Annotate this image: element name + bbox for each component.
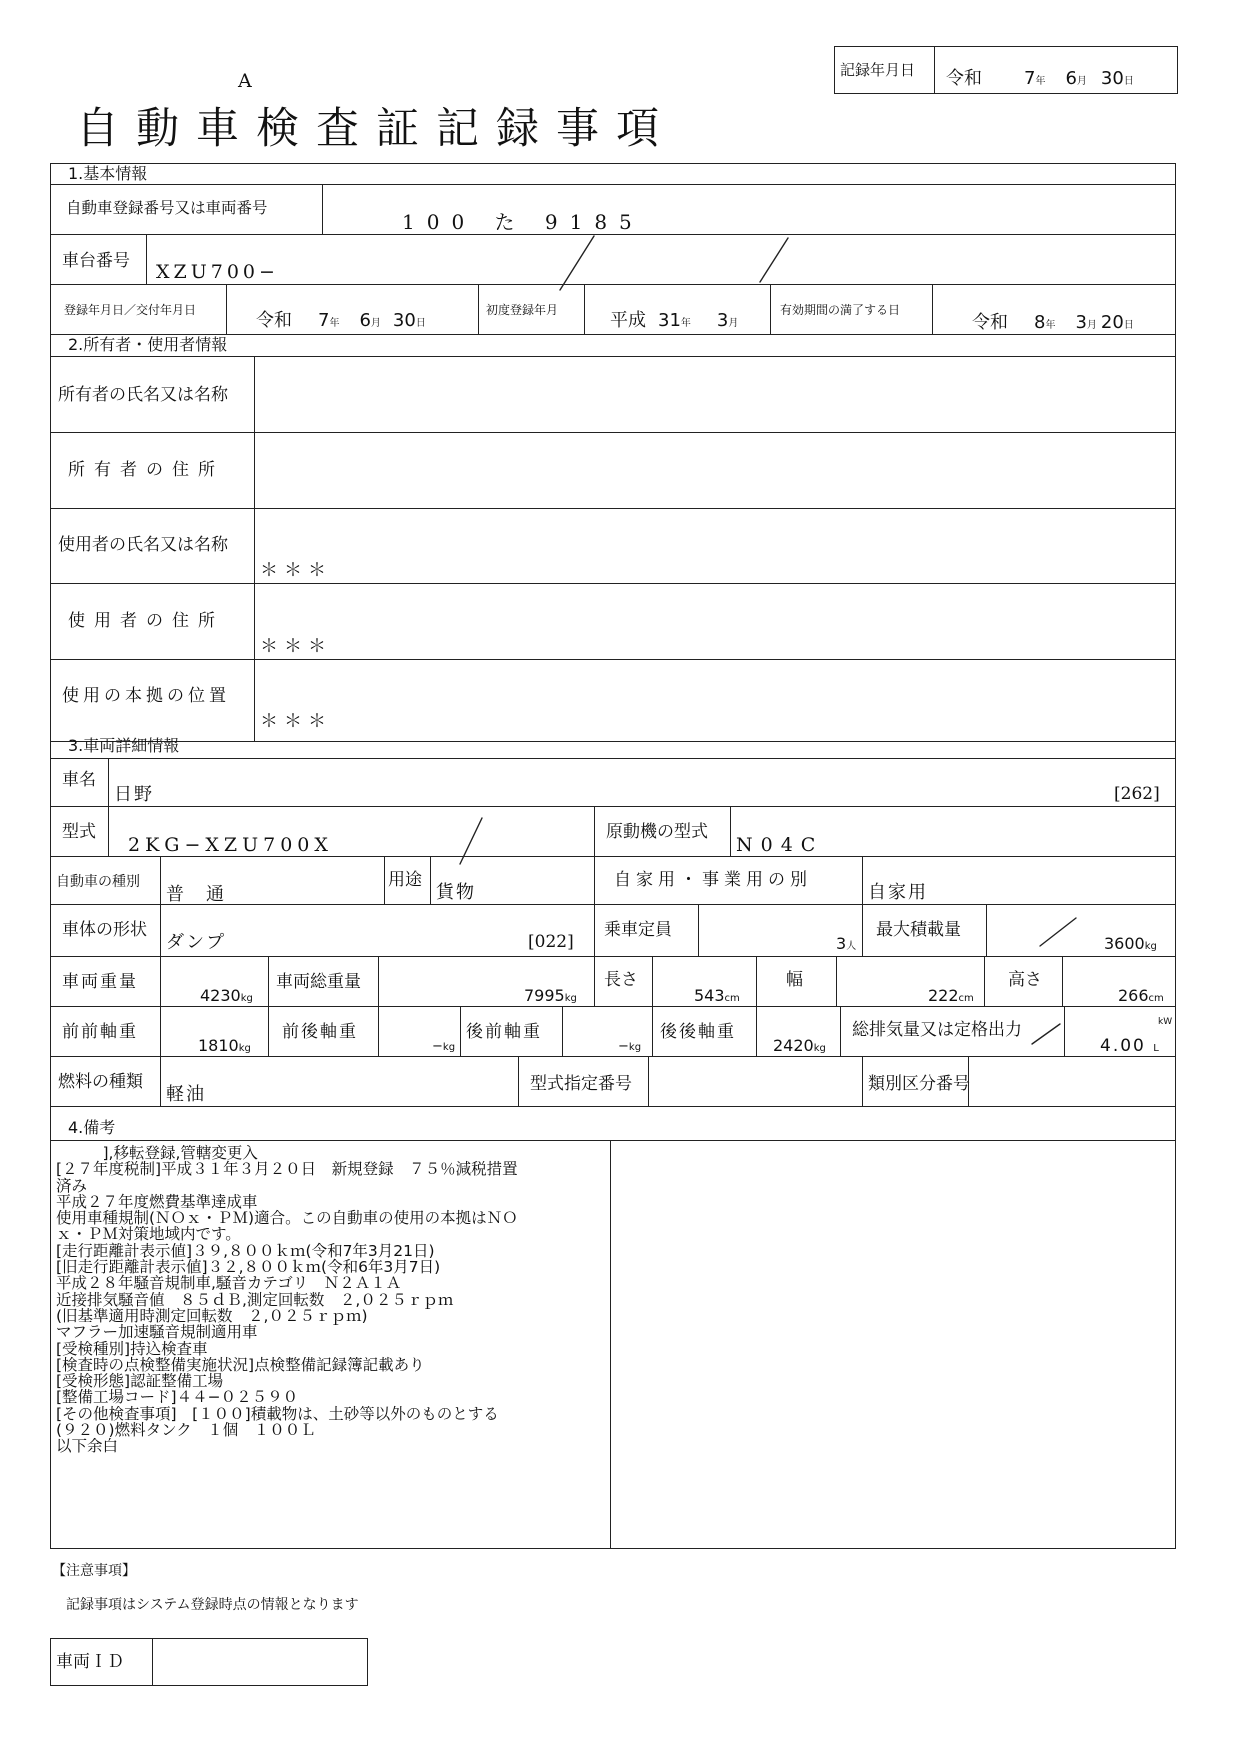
reg-date-label: 登録年月日／交付年月日	[64, 303, 197, 317]
length-label: 長さ	[604, 970, 638, 990]
model-value: 2KG−XZU700X	[128, 834, 333, 856]
body-code: [022]	[528, 932, 574, 952]
height-label: 高さ	[1008, 970, 1042, 990]
body-value: ダンプ	[166, 932, 227, 953]
expiry-label: 有効期間の満了する日	[780, 303, 901, 317]
user-name-label: 使用者の氏名又は名称	[58, 535, 228, 555]
model-label: 型式	[62, 822, 96, 842]
user-name-value: ＊＊＊	[260, 560, 332, 581]
section3-heading: 3.車両詳細情報	[68, 736, 180, 755]
reg-no-value: 100 た 9185	[402, 210, 644, 234]
user-addr-value: ＊＊＊	[260, 636, 332, 657]
gross-value: 7995kg	[524, 986, 577, 1005]
make-code: [262]	[1114, 784, 1160, 804]
section2-heading: 2.所有者・使用者情報	[68, 335, 228, 354]
chassis-value: XZU700−	[156, 261, 279, 283]
caution-heading: 【注意事項】	[52, 1563, 136, 1579]
ff-axle-value: 1810kg	[198, 1036, 251, 1055]
private-value: 自家用	[868, 882, 928, 903]
rr-axle-value: 2420kg	[773, 1036, 826, 1055]
kind-value: 普 通	[166, 884, 226, 905]
reg-date-value: 令和 7年 6月 30日	[256, 310, 426, 331]
width-label: 幅	[786, 970, 803, 990]
kw-unit: kW	[1158, 1017, 1173, 1027]
first-reg-value: 平成 31年 3月	[610, 310, 739, 331]
body-label: 車体の形状	[62, 920, 147, 940]
make-label: 車名	[62, 770, 96, 790]
gross-label: 車両総重量	[276, 972, 361, 992]
engine-value: N04C	[736, 834, 824, 856]
engine-label: 原動機の型式	[606, 822, 708, 842]
width-value: 222cm	[928, 986, 974, 1005]
section1-heading: 1.基本情報	[68, 164, 148, 183]
height-value: 266cm	[1118, 986, 1164, 1005]
owner-addr-label: 所有者の住所	[68, 460, 224, 480]
section4-heading: 4.備考	[68, 1118, 116, 1137]
private-label: 自家用・事業用の別	[614, 870, 812, 890]
page-title: 自動車検査証記録事項	[76, 104, 676, 154]
capacity-value: 3人	[836, 934, 857, 953]
kind-label: 自動車の種別	[56, 874, 140, 890]
ff-axle-label: 前前軸重	[62, 1022, 138, 1042]
fuel-label: 燃料の種類	[58, 1072, 143, 1092]
form-letter: A	[238, 70, 252, 92]
reg-no-label: 自動車登録番号又は車両番号	[66, 199, 268, 217]
class-label: 類別区分番号	[868, 1074, 970, 1094]
caution-text: 記録事項はシステム登録時点の情報となります	[66, 1597, 359, 1613]
first-reg-label: 初度登録年月	[486, 303, 559, 317]
use-label: 用途	[388, 870, 422, 890]
max-load-value: 3600kg	[1104, 934, 1157, 953]
fr-axle-label: 前後軸重	[282, 1022, 358, 1042]
use-value: 貨物	[436, 882, 476, 903]
rf-axle-label: 後前軸重	[466, 1022, 542, 1042]
chassis-label: 車台番号	[62, 251, 130, 271]
displacement-label: 総排気量又は定格出力	[852, 1020, 1022, 1040]
displacement-value: 4.00 L	[1100, 1036, 1161, 1056]
rf-axle-value: −kg	[618, 1039, 642, 1054]
weight-label: 車両重量	[62, 972, 138, 992]
owner-name-label: 所有者の氏名又は名称	[58, 385, 228, 405]
record-date-value: 令和 7年 6月 30日	[946, 68, 1134, 89]
expiry-value: 令和 8年 3月 20日	[972, 312, 1134, 333]
capacity-label: 乗車定員	[604, 920, 672, 940]
make-value: 日野	[114, 784, 154, 805]
record-date-label: 記録年月日	[840, 61, 916, 79]
base-label: 使用の本拠の位置	[62, 686, 230, 706]
remarks-text: ],移転登録,管轄変更入 [２７年度税制]平成３１年３月２０日 新規登録 ７５％減税措置 済み 平成２７年度燃費基準達成車 使用車種規制(ＮＯｘ・ＰＭ)適合。この自動車の使用の本拠はＮＯ ｘ・ＰＭ対策地域内です。 [走行距離計表示値]３９,８００ｋｍ(令和7年3月21日) [旧走行距離計表示値]３２,８００ｋｍ(令和6年3月7日) 平成２８年騒音規制車,騒音カテゴリ Ｎ２Ａ１Ａ 近接排気騒音値 ８５ｄＢ,測定回転数 ２,０２５ｒｐｍ (旧基準適用時測定回転数 ２,０２５ｒｐｍ) マフラー加速騒音規制適用車 [受検種別]持込検査車 [検査時の点検整備実施状況]点検整備記録簿記載あり [受検形態]認証整備工場 [整備工場コード]４４−０２５９０ [その他検査事項] [１００]積載物は、土砂等以外のものとする (９２０)燃料タンク １個 １００Ｌ 以下余白	[56, 1144, 518, 1456]
rr-axle-label: 後後軸重	[660, 1022, 736, 1042]
length-value: 543cm	[694, 986, 740, 1005]
fr-axle-value: −kg	[432, 1039, 456, 1054]
weight-value: 4230kg	[200, 986, 253, 1005]
fuel-value: 軽油	[166, 1084, 206, 1105]
max-load-label: 最大積載量	[876, 920, 961, 940]
type-desig-label: 型式指定番号	[530, 1074, 632, 1094]
vehicle-id-label: 車両ＩＤ	[56, 1652, 124, 1672]
user-addr-label: 使用者の住所	[68, 611, 224, 631]
base-value: ＊＊＊	[260, 711, 332, 732]
